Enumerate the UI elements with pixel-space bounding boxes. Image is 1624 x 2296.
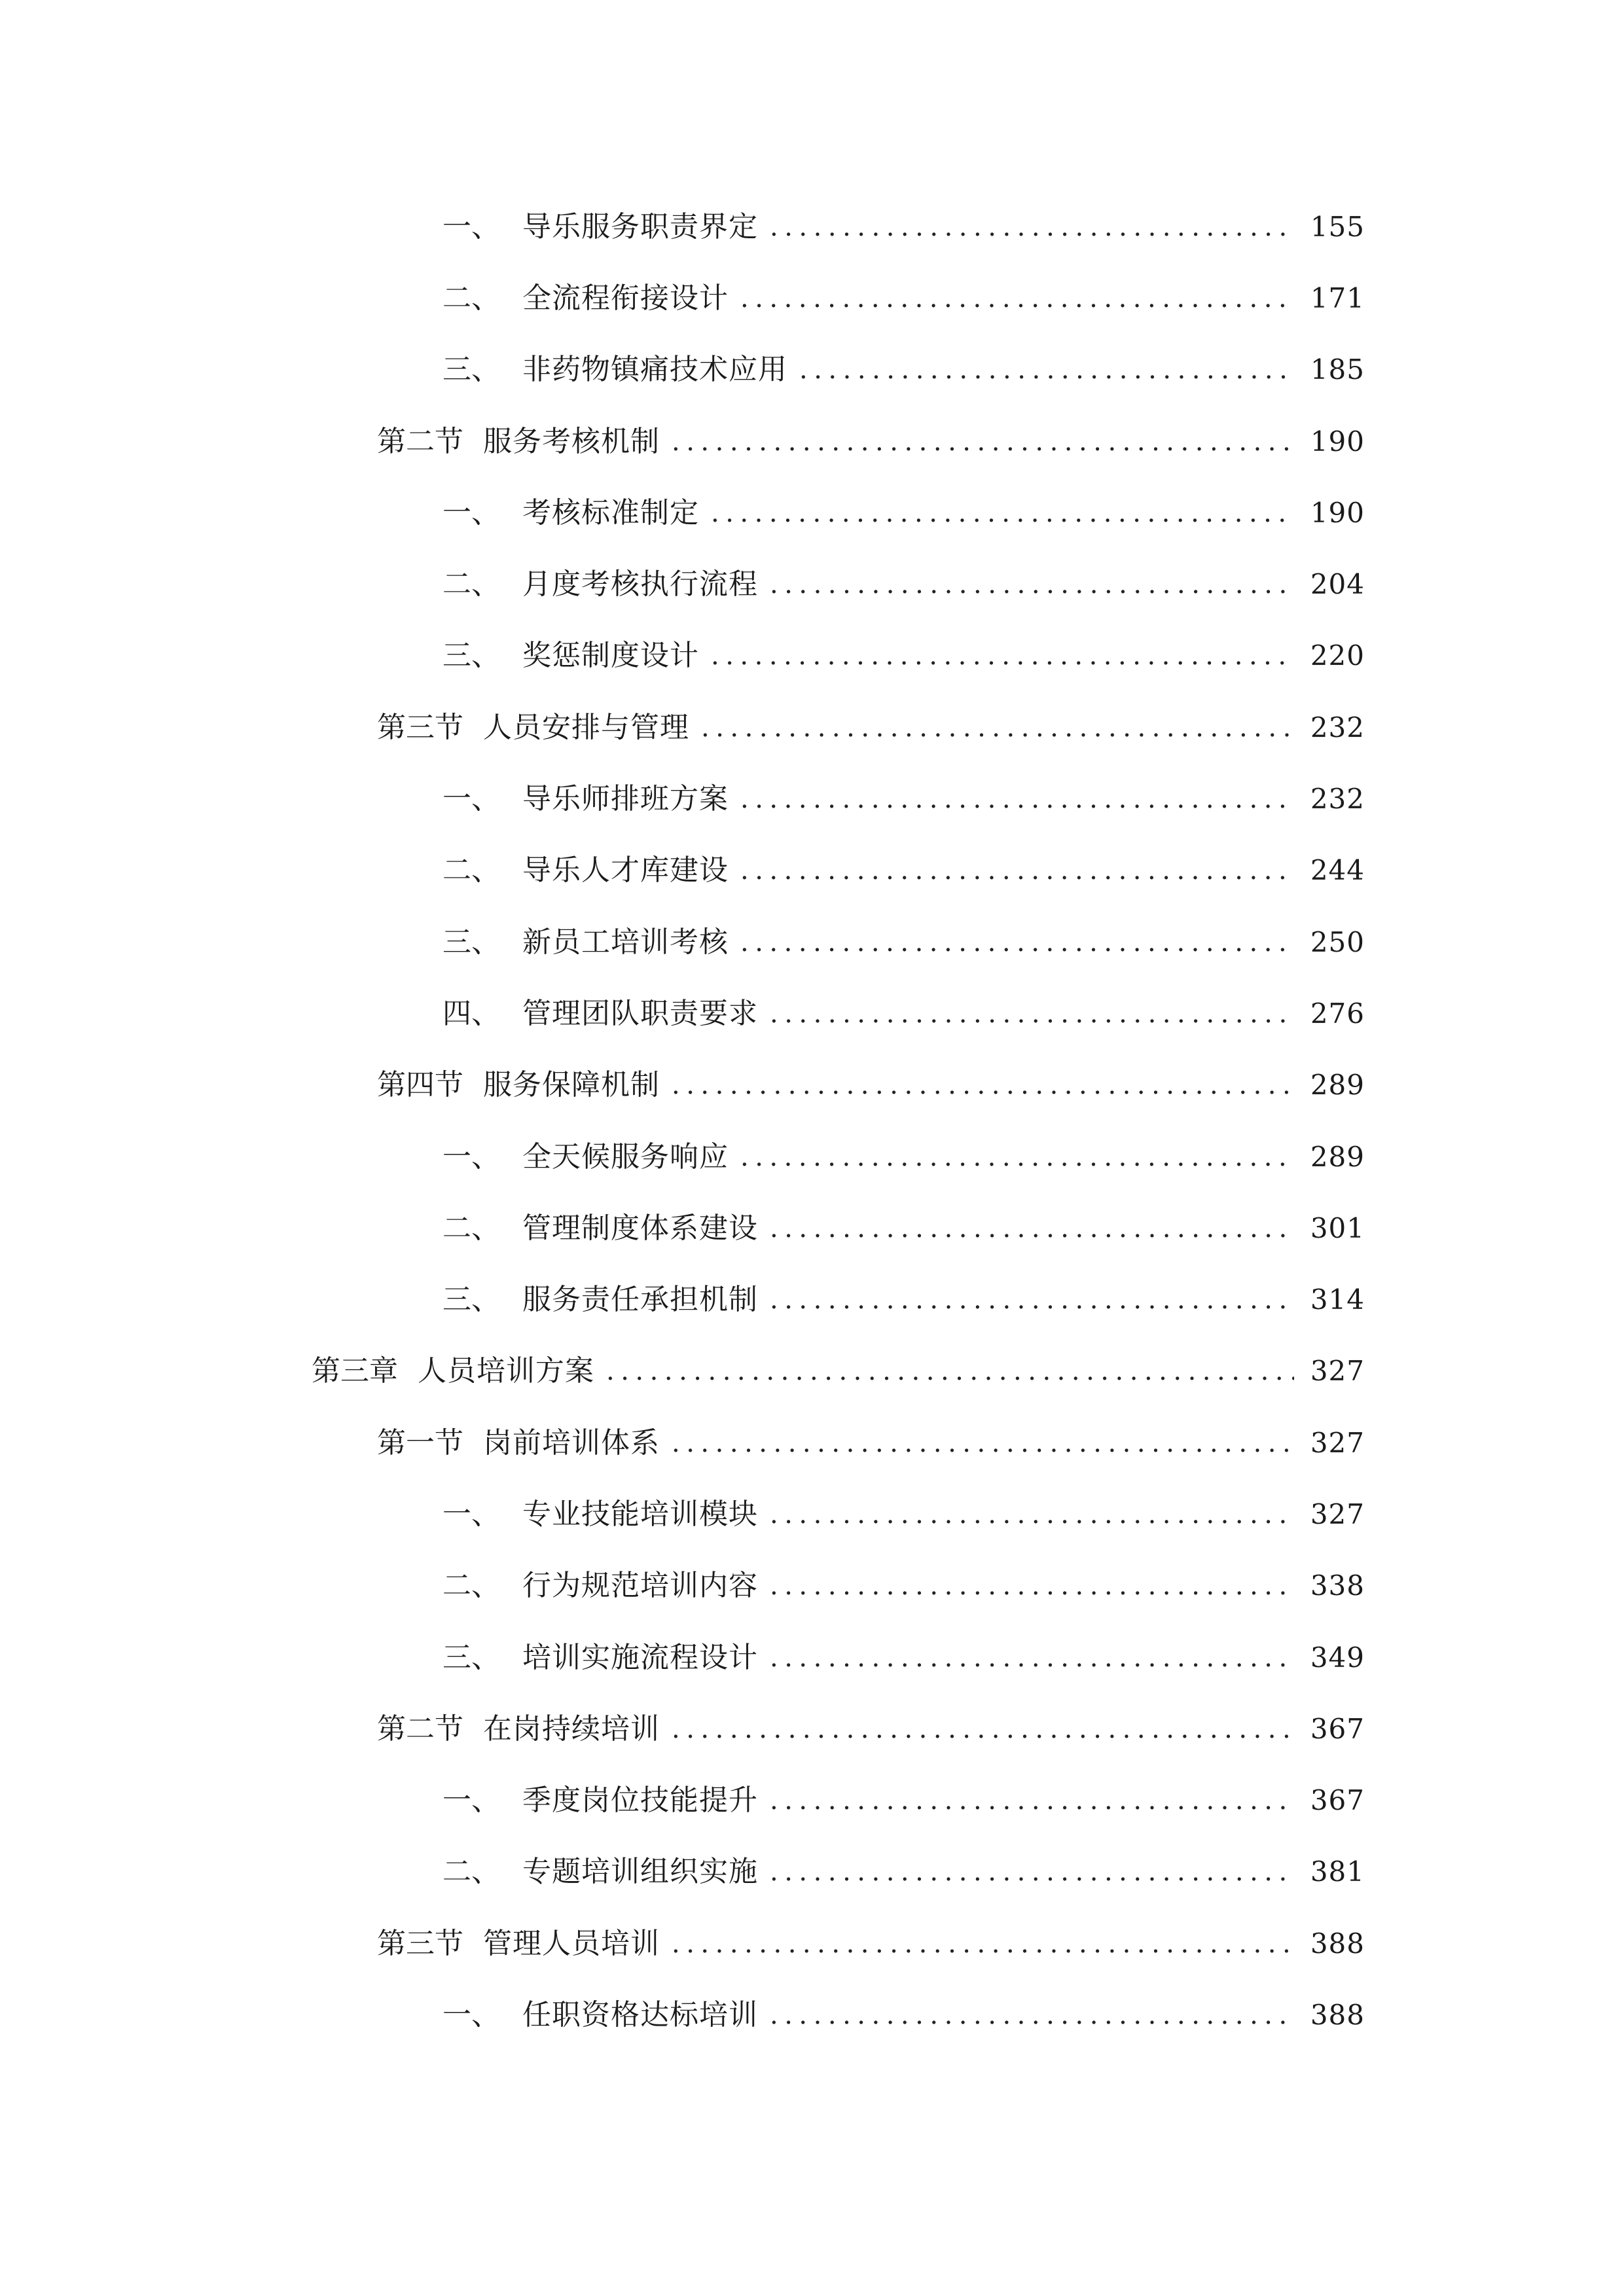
- toc-section-title: 在岗持续培训: [483, 1712, 660, 1746]
- dot-leader: [672, 427, 1294, 456]
- dot-leader: [770, 2001, 1294, 2030]
- toc-entry-text: [442, 1855, 758, 1889]
- toc-section-entry[interactable]: [0, 1908, 1624, 1979]
- toc-entry-number: 二、: [442, 1855, 500, 1889]
- toc-entry-title: 奖惩制度设计: [522, 639, 699, 673]
- toc-entry[interactable]: [0, 620, 1624, 692]
- toc-section-number: 第二节: [377, 1712, 463, 1746]
- toc-entry-number: 二、: [442, 1569, 500, 1603]
- toc-entry-text: [442, 639, 699, 673]
- dot-leader: [740, 928, 1294, 957]
- toc-entry-text: [442, 925, 729, 959]
- toc-section-number: 第三节: [377, 710, 463, 744]
- toc-entry-number: 一、: [442, 1998, 500, 2032]
- toc-entry[interactable]: [0, 1479, 1624, 1550]
- dot-leader: [770, 1571, 1294, 1600]
- toc-entry[interactable]: [0, 1121, 1624, 1193]
- toc-entry[interactable]: [0, 191, 1624, 262]
- toc-entry[interactable]: [0, 1622, 1624, 1693]
- dot-leader: [770, 999, 1294, 1028]
- dot-leader: [740, 284, 1294, 313]
- toc-entry-number: 一、: [442, 1139, 500, 1174]
- toc-entry-title: 月度考核执行流程: [522, 567, 758, 601]
- toc-section-title: 人员安排与管理: [483, 710, 689, 744]
- toc-entry-text: [377, 1426, 660, 1460]
- toc-chapter-number: 第三章: [312, 1354, 398, 1388]
- toc-entry-page: 232: [1310, 783, 1365, 816]
- toc-entry-text: [377, 1068, 660, 1102]
- toc-entry-title: 管理制度体系建设: [522, 1211, 758, 1245]
- toc-entry-title: 行为规范培训内容: [522, 1569, 758, 1603]
- toc-entry-number: 一、: [442, 782, 500, 816]
- toc-entry[interactable]: [0, 334, 1624, 406]
- dot-leader: [799, 355, 1294, 384]
- toc-entry-title: 专题培训组织实施: [522, 1855, 758, 1889]
- dot-leader: [740, 856, 1294, 885]
- toc-entry-number: 四、: [442, 996, 500, 1030]
- toc-section-title: 管理人员培训: [483, 1926, 660, 1960]
- toc-entry-page: 276: [1310, 997, 1365, 1030]
- toc-entry-title: 管理团队职责要求: [522, 996, 758, 1030]
- toc-entry[interactable]: [0, 835, 1624, 906]
- toc-entry-text: [442, 1569, 758, 1603]
- toc-chapter-title: 人员培训方案: [418, 1354, 594, 1388]
- toc-section-entry[interactable]: [0, 692, 1624, 763]
- dot-leader: [711, 641, 1294, 670]
- toc-entry-title: 导乐师排班方案: [522, 782, 729, 816]
- toc-entry[interactable]: [0, 1979, 1624, 2051]
- toc-section-entry[interactable]: [0, 1693, 1624, 1765]
- toc-entry-number: 一、: [442, 1497, 500, 1531]
- toc-section-entry[interactable]: [0, 406, 1624, 477]
- toc-entry-page: 244: [1310, 854, 1365, 887]
- toc-entry-page: 381: [1310, 1856, 1365, 1888]
- toc-entry[interactable]: [0, 262, 1624, 334]
- toc-entry-number: 一、: [442, 209, 500, 243]
- toc-entry-title: 季度岗位技能提升: [522, 1784, 758, 1818]
- dot-leader: [770, 213, 1294, 242]
- toc-entry-title: 非药物镇痛技术应用: [522, 353, 787, 387]
- toc-entry-text: [442, 1139, 729, 1174]
- toc-entry[interactable]: [0, 978, 1624, 1049]
- toc-section-number: 第一节: [377, 1426, 463, 1460]
- toc-entry-text: [442, 1497, 758, 1531]
- dot-leader: [770, 1643, 1294, 1672]
- toc-entry-page: 232: [1310, 711, 1365, 744]
- toc-entry[interactable]: [0, 1551, 1624, 1622]
- dot-leader: [770, 570, 1294, 599]
- toc-entry[interactable]: [0, 906, 1624, 978]
- toc-entry-title: 新员工培训考核: [522, 925, 729, 959]
- toc-entry-number: 一、: [442, 1784, 500, 1818]
- toc-entry-page: 190: [1310, 496, 1365, 529]
- toc-entry-text: [442, 1640, 758, 1674]
- toc-entry[interactable]: [0, 763, 1624, 834]
- toc-entry-text: [442, 996, 758, 1030]
- toc-entry[interactable]: [0, 1264, 1624, 1335]
- toc-section-title: 岗前培训体系: [483, 1426, 660, 1460]
- toc-entry-page: 338: [1310, 1570, 1365, 1602]
- toc-entry-text: [442, 782, 729, 816]
- table-of-contents: [0, 191, 1624, 2051]
- toc-entry-title: 任职资格达标培训: [522, 1998, 758, 2032]
- toc-entry-page: 327: [1310, 1426, 1365, 1459]
- toc-entry-number: 一、: [442, 495, 500, 529]
- toc-entry-page: 185: [1310, 353, 1365, 386]
- toc-entry-text: [442, 853, 729, 888]
- toc-entry-text: [377, 710, 689, 744]
- toc-entry-page: 388: [1310, 1927, 1365, 1960]
- dot-leader: [672, 1429, 1294, 1458]
- dot-leader: [711, 499, 1294, 528]
- toc-entry-title: 导乐服务职责界定: [522, 209, 758, 243]
- toc-entry-number: 二、: [442, 567, 500, 601]
- toc-entry-text: [377, 1926, 660, 1960]
- toc-entry-page: 388: [1310, 1999, 1365, 2032]
- dot-leader: [770, 1285, 1294, 1314]
- toc-chapter-entry[interactable]: [0, 1336, 1624, 1407]
- toc-entry-page: 327: [1310, 1498, 1365, 1530]
- toc-entry-title: 导乐人才库建设: [522, 853, 729, 888]
- toc-entry-number: 三、: [442, 353, 500, 387]
- toc-entry-page: 171: [1310, 281, 1365, 314]
- toc-entry-page: 349: [1310, 1641, 1365, 1674]
- toc-entry-title: 服务责任承担机制: [522, 1283, 758, 1317]
- toc-entry[interactable]: [0, 1193, 1624, 1264]
- toc-entry-page: 367: [1310, 1712, 1365, 1745]
- toc-entry-title: 专业技能培训模块: [522, 1497, 758, 1531]
- toc-entry-text: [442, 209, 758, 243]
- toc-entry-text: [442, 495, 699, 529]
- toc-section-entry[interactable]: [0, 1407, 1624, 1479]
- toc-entry-text: [442, 1784, 758, 1818]
- toc-entry-text: [442, 1998, 758, 2032]
- toc-entry-text: [442, 281, 729, 315]
- toc-entry[interactable]: [0, 548, 1624, 620]
- dot-leader: [770, 1214, 1294, 1243]
- toc-entry[interactable]: [0, 477, 1624, 548]
- dot-leader: [770, 1857, 1294, 1886]
- dot-leader: [740, 1143, 1294, 1172]
- toc-entry-page: 289: [1310, 1069, 1365, 1102]
- toc-entry-text: [312, 1354, 594, 1388]
- toc-entry-page: 327: [1310, 1355, 1365, 1388]
- toc-entry-page: 289: [1310, 1140, 1365, 1173]
- toc-entry-page: 220: [1310, 639, 1365, 672]
- toc-entry-page: 204: [1310, 568, 1365, 601]
- toc-entry-page: 314: [1310, 1283, 1365, 1316]
- toc-entry-title: 全天候服务响应: [522, 1139, 729, 1174]
- toc-section-title: 服务考核机制: [483, 424, 660, 458]
- toc-entry-page: 367: [1310, 1784, 1365, 1817]
- toc-entry-number: 三、: [442, 1640, 500, 1674]
- toc-entry-title: 考核标准制定: [522, 495, 699, 529]
- toc-entry-text: [442, 567, 758, 601]
- dot-leader: [770, 1500, 1294, 1529]
- dot-leader: [672, 1929, 1294, 1958]
- toc-entry-number: 二、: [442, 281, 500, 315]
- toc-section-number: 第二节: [377, 424, 463, 458]
- toc-entry[interactable]: [0, 1837, 1624, 1908]
- dot-leader: [740, 785, 1294, 814]
- dot-leader: [701, 713, 1294, 742]
- toc-entry-number: 二、: [442, 853, 500, 888]
- toc-section-number: 第四节: [377, 1068, 463, 1102]
- toc-entry-number: 三、: [442, 639, 500, 673]
- toc-entry[interactable]: [0, 1765, 1624, 1837]
- toc-section-entry[interactable]: [0, 1050, 1624, 1121]
- dot-leader: [770, 1786, 1294, 1815]
- dot-leader: [672, 1071, 1294, 1100]
- toc-entry-page: 250: [1310, 925, 1365, 958]
- toc-entry-text: [442, 1211, 758, 1245]
- toc-section-number: 第三节: [377, 1926, 463, 1960]
- toc-entry-page: 190: [1310, 425, 1365, 457]
- toc-entry-text: [442, 353, 787, 387]
- toc-entry-text: [442, 1283, 758, 1317]
- toc-entry-title: 培训实施流程设计: [522, 1640, 758, 1674]
- toc-entry-title: 全流程衔接设计: [522, 281, 729, 315]
- toc-entry-page: 155: [1310, 210, 1365, 243]
- toc-entry-number: 三、: [442, 1283, 500, 1317]
- toc-entry-number: 三、: [442, 925, 500, 959]
- dot-leader: [672, 1715, 1294, 1744]
- toc-section-title: 服务保障机制: [483, 1068, 660, 1102]
- toc-entry-text: [377, 424, 660, 458]
- toc-entry-text: [377, 1712, 660, 1746]
- toc-entry-number: 二、: [442, 1211, 500, 1245]
- dot-leader: [606, 1357, 1294, 1386]
- toc-entry-page: 301: [1310, 1211, 1365, 1244]
